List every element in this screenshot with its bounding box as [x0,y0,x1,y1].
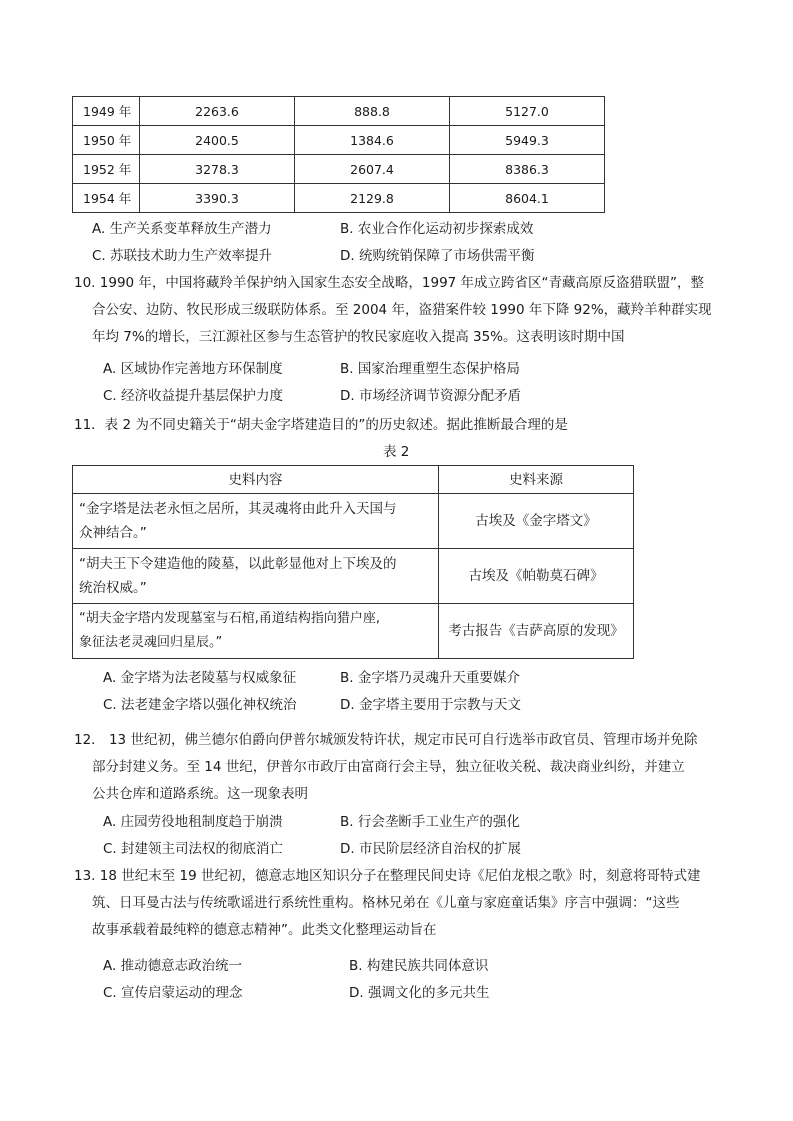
q13-option-d[interactable]: D. 强调文化的多元共生 [349,985,490,1001]
table-cell-source: 古埃及《帕勒莫石碑》 [439,549,634,604]
data-table-2 [72,465,634,659]
q12-stem-line: 公共仓库和道路系统。这一现象表明 [92,786,308,802]
table-cell: 1949 年 [73,97,140,126]
table-cell: 2400.5 [140,126,295,155]
table-cell: 8386.3 [450,155,605,184]
table-row [73,184,605,213]
table-row [73,494,634,549]
table-cell: 1384.6 [295,126,450,155]
q9-option-a[interactable]: A. 生产关系变革释放生产潜力 [92,221,272,237]
q10-stem-line: 10. 1990 年，中国将藏羚羊保护纳入国家生态安全战略，1997 年成立跨省区“青藏高原反盗猎联盟”，整 [74,275,705,291]
table-cell: 2607.4 [295,155,450,184]
table-cell: 5127.0 [450,97,605,126]
q13-stem-line: 13. 18 世纪末至 19 世纪初，德意志地区知识分子在整理民间史诗《尼伯龙根之歌》时，刻意将哥特式建 [74,868,701,884]
q13-option-c[interactable]: C. 宣传启蒙运动的理念 [103,985,243,1001]
q12-stem-line: 部分封建义务。至 14 世纪，伊普尔市政厅由富商行会主导，独立征收关税、裁决商业纠纷，并建立 [92,759,685,775]
table-cell: 1954 年 [73,184,140,213]
q12-option-b[interactable]: B. 行会垄断手工业生产的强化 [340,814,520,830]
q10-stem-line: 年均 7%的增长，三江源社区参与生态管护的牧民家庭收入提高 35%。这表明该时期中国 [92,329,625,345]
content-line: “胡夫金字塔内发现墓室与石棺,甬道结构指向猎户座, [79,611,380,626]
q12-option-c[interactable]: C. 封建领主司法权的彻底消亡 [103,841,284,857]
data-table-1 [72,96,605,213]
q13-stem-line: 故事承载着最纯粹的德意志精神”。此类文化整理运动旨在 [92,922,437,938]
q9-option-d[interactable]: D. 统购统销保障了市场供需平衡 [340,248,535,264]
content-line: 象征法老灵魂回归星辰。” [79,635,223,650]
q9-option-c[interactable]: C. 苏联技术助力生产效率提升 [92,248,273,264]
table-cell-source: 古埃及《金字塔文》 [439,494,634,549]
q10-option-a[interactable]: A. 区域协作完善地方环保制度 [103,361,283,377]
q11-option-d[interactable]: D. 金字塔主要用于宗教与天文 [340,697,521,713]
content-line: 众神结合。” [79,525,147,541]
table-cell: 888.8 [295,97,450,126]
q10-option-d[interactable]: D. 市场经济调节资源分配矛盾 [340,388,521,404]
column-header-source: 史料来源 [439,466,634,494]
table-cell: 1950 年 [73,126,140,155]
q12-option-d[interactable]: D. 市民阶层经济自治权的扩展 [340,841,521,857]
q13-option-b[interactable]: B. 构建民族共同体意识 [349,958,489,974]
table-cell-content [73,549,439,604]
content-line: “金字塔是法老永恒之居所，其灵魂将由此升入天国与 [79,501,397,517]
q10-option-c[interactable]: C. 经济收益提升基层保护力度 [103,388,284,404]
q11-option-a[interactable]: A. 金字塔为法老陵墓与权威象征 [103,670,297,686]
table-cell: 3390.3 [140,184,295,213]
q12-option-a[interactable]: A. 庄园劳役地租制度趋于崩溃 [103,814,283,830]
table-cell: 8604.1 [450,184,605,213]
q10-option-b[interactable]: B. 国家治理重塑生态保护格局 [340,361,520,377]
table-cell-source: 考古报告《吉萨高原的发现》 [439,604,634,659]
table-row [73,604,634,659]
q12-stem-line: 12． 13 世纪初，佛兰德尔伯爵向伊普尔城颁发特许状，规定市民可自行选举市政官员、管理市场并免除 [74,732,698,748]
table-row [73,97,605,126]
q9-option-b[interactable]: B. 农业合作化运动初步探索成效 [340,221,534,237]
table-cell: 2129.8 [295,184,450,213]
table-cell-content [73,494,439,549]
table-cell: 2263.6 [140,97,295,126]
table-row [73,155,605,184]
q11-stem: 11．表 2 为不同史籍关于“胡夫金字塔建造目的”的历史叙述。据此推断最合理的是 [74,417,568,433]
table-cell: 5949.3 [450,126,605,155]
table-header-row [73,466,634,494]
content-line: 统治权威。” [79,580,147,596]
q11-option-b[interactable]: B. 金字塔乃灵魂升天重要媒介 [340,670,520,686]
q11-option-c[interactable]: C. 法老建金字塔以强化神权统治 [103,697,297,713]
table-cell: 1952 年 [73,155,140,184]
q13-option-a[interactable]: A. 推动德意志政治统一 [103,958,243,974]
table-row [73,549,634,604]
table-row [73,126,605,155]
content-line: “胡夫王下令建造他的陵墓，以此彰显他对上下埃及的 [79,556,397,572]
q13-stem-line: 筑、日耳曼古法与传统歌谣进行系统性重构。格林兄弟在《儿童与家庭童话集》序言中强调：“这些 [92,895,680,911]
q10-stem-line: 合公安、边防、牧民形成三级联防体系。至 2004 年，盗猎案件较 1990 年下降 92%，藏羚羊种群实现 [92,302,712,318]
column-header-content: 史料内容 [73,466,439,494]
table-cell-content [73,604,439,659]
table-2-title: 表 2 [383,444,410,460]
table-cell: 3278.3 [140,155,295,184]
